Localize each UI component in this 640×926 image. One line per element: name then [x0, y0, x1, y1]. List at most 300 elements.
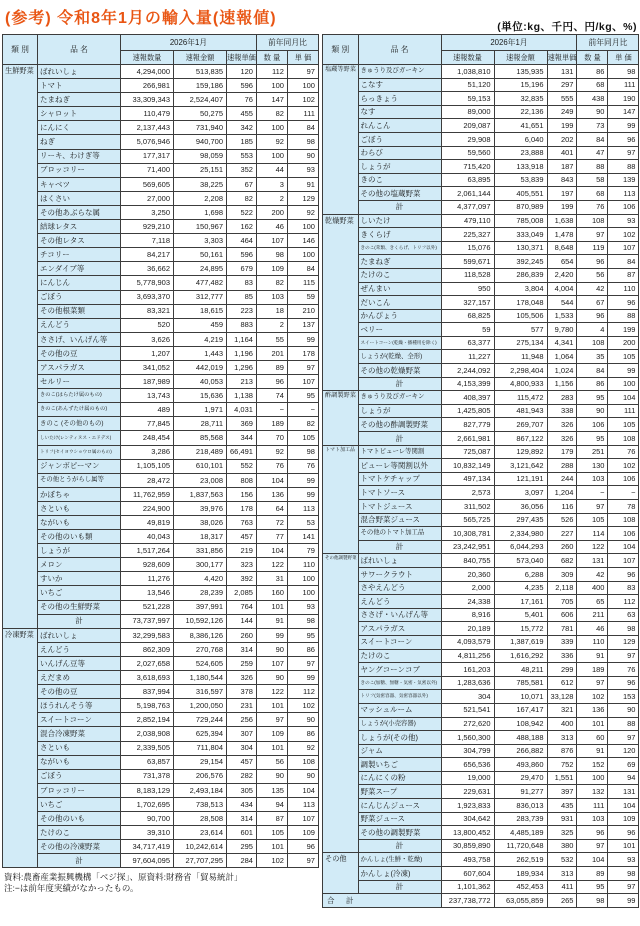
table-row — [323, 92, 639, 106]
cell-yoy-price: 76 — [608, 663, 639, 677]
cell-yoy-price: 129 — [287, 191, 318, 205]
table-row — [323, 608, 639, 622]
cell-unit-price: 1,064 — [547, 350, 577, 364]
cell-quantity: 59 — [441, 323, 494, 337]
header-row-1 — [323, 35, 639, 51]
table-row — [3, 205, 319, 219]
cell-amount: 573,040 — [494, 554, 547, 568]
table-row — [323, 853, 639, 867]
cell-yoy-quantity: 147 — [256, 93, 287, 107]
table-row — [3, 403, 319, 417]
cell-yoy-quantity: 67 — [577, 296, 608, 310]
table-row — [3, 431, 319, 445]
cell-unit-price: 553 — [227, 149, 257, 163]
cell-amount: 32,835 — [494, 92, 547, 106]
cell-unit-price: 763 — [227, 516, 257, 530]
cell-unit-price: 4,031 — [227, 403, 257, 417]
cell-amount: 167,417 — [494, 703, 547, 717]
cell-yoy-quantity: 92 — [256, 135, 287, 149]
cell-unit-price: 764 — [227, 600, 257, 614]
cell-quantity: 304,799 — [441, 744, 494, 758]
cell-grand-total-label: 合 計 — [323, 894, 442, 908]
table-row — [3, 656, 319, 670]
cell-yoy-quantity: 102 — [577, 690, 608, 704]
cell-quantity: 36,662 — [121, 262, 174, 276]
cell-yoy-quantity: 56 — [256, 755, 287, 769]
cell-item: ごぼう — [38, 769, 121, 783]
cell-yoy-quantity: 47 — [577, 146, 608, 160]
cell-amount: 1,616,292 — [494, 649, 547, 663]
cell-amount: 50,275 — [174, 107, 227, 121]
cell-yoy-quantity: 108 — [577, 336, 608, 350]
cell-unit-price: 187 — [547, 160, 577, 174]
cell-amount: 870,989 — [494, 200, 547, 214]
cell-unit-price: 2,420 — [547, 268, 577, 282]
cell-item: 計 — [358, 880, 441, 894]
cell-amount: 785,008 — [494, 214, 547, 228]
cell-yoy-price: 93 — [608, 853, 639, 867]
table-row — [3, 501, 319, 515]
cell-unit-price: 144 — [227, 614, 257, 628]
table-row — [323, 119, 639, 133]
cell-quantity: 327,157 — [441, 296, 494, 310]
cell-yoy-price: 92 — [287, 205, 318, 219]
cell-amount: 50,161 — [174, 248, 227, 262]
cell-item: スイートコーン — [38, 713, 121, 727]
cell-amount: 286,839 — [494, 268, 547, 282]
table-row — [3, 826, 319, 840]
cell-quantity: 97,604,095 — [121, 854, 174, 868]
cell-yoy-quantity: 100 — [577, 771, 608, 785]
cell-amount: 3,804 — [494, 282, 547, 296]
cell-quantity: 493,758 — [441, 853, 494, 867]
cell-unit-price: 282 — [227, 769, 257, 783]
cell-amount: 513,835 — [174, 65, 227, 79]
cell-quantity: 8,183,129 — [121, 783, 174, 797]
cell-amount: 85,568 — [174, 431, 227, 445]
cell-item: チコリー — [38, 248, 121, 262]
cell-yoy-quantity: 101 — [256, 840, 287, 854]
table-row — [323, 146, 639, 160]
cell-category: 生鮮野菜 — [3, 65, 38, 629]
col-header-unit-price: 速報単価 — [547, 51, 577, 65]
cell-unit-price: 295 — [227, 840, 257, 854]
cell-unit-price: 380 — [547, 839, 577, 853]
col-header-quantity: 速報数量 — [121, 51, 174, 65]
cell-yoy-price: 76 — [608, 445, 639, 459]
cell-amount: 23,008 — [174, 473, 227, 487]
cell-yoy-price: 105 — [287, 431, 318, 445]
cell-amount: 2,493,184 — [174, 783, 227, 797]
cell-yoy-price: 106 — [608, 527, 639, 541]
table-row — [323, 799, 639, 813]
cell-yoy-price: 108 — [287, 755, 318, 769]
cell-quantity: 862,309 — [121, 642, 174, 656]
cell-yoy-quantity: 103 — [577, 472, 608, 486]
cell-quantity: 827,779 — [441, 418, 494, 432]
cell-unit-price: 552 — [227, 459, 257, 473]
cell-item: しょうが — [38, 544, 121, 558]
cell-category: その他 — [323, 853, 359, 894]
cell-yoy-quantity: 46 — [577, 622, 608, 636]
cell-unit-price: 66,491 — [227, 445, 257, 459]
cell-item: たけのこ — [38, 826, 121, 840]
cell-quantity: 224,900 — [121, 501, 174, 515]
table-row — [323, 744, 639, 758]
cell-quantity: 4,153,399 — [441, 377, 494, 391]
col-header-amount: 速報金額 — [174, 51, 227, 65]
cell-yoy-price: 141 — [287, 530, 318, 544]
cell-quantity: 20,189 — [441, 622, 494, 636]
cell-quantity: 715,420 — [441, 160, 494, 174]
table-row — [3, 572, 319, 586]
table-row — [3, 671, 319, 685]
cell-amount: 266,882 — [494, 744, 547, 758]
cell-yoy-quantity: 122 — [256, 558, 287, 572]
cell-item: ヤングコーンコブ — [358, 663, 441, 677]
cell-unit-price: 808 — [227, 473, 257, 487]
cell-item: シャロット — [38, 107, 121, 121]
cell-yoy-price: 97 — [608, 731, 639, 745]
table-row — [323, 690, 639, 704]
cell-unit-price: 326 — [547, 418, 577, 432]
table-row — [3, 163, 319, 177]
cell-amount: 28,239 — [174, 586, 227, 600]
cell-unit-price: 596 — [227, 79, 257, 93]
cell-yoy-quantity: 96 — [577, 255, 608, 269]
cell-yoy-price: 95 — [287, 628, 318, 642]
cell-quantity: 569,605 — [121, 177, 174, 191]
cell-yoy-quantity: 60 — [577, 731, 608, 745]
cell-amount: 1,200,050 — [174, 699, 227, 713]
cell-yoy-quantity: 101 — [256, 600, 287, 614]
cell-item: かんぴょう — [358, 309, 441, 323]
cell-yoy-quantity: 105 — [577, 513, 608, 527]
cell-yoy-quantity: 70 — [256, 431, 287, 445]
table-row — [323, 867, 639, 881]
cell-yoy-price: 82 — [287, 417, 318, 431]
cell-amount: 836,013 — [494, 799, 547, 813]
cell-unit-price: 400 — [547, 717, 577, 731]
cell-yoy-price: 96 — [608, 132, 639, 146]
cell-amount: 312,777 — [174, 290, 227, 304]
cell-yoy-quantity: 100 — [256, 121, 287, 135]
cell-yoy-price: 94 — [608, 771, 639, 785]
cell-quantity: 29,908 — [441, 132, 494, 146]
cell-quantity: 272,620 — [441, 717, 494, 731]
cell-item: たまねぎ — [358, 255, 441, 269]
cell-amount: 392,245 — [494, 255, 547, 269]
cell-yoy-price: 129 — [608, 635, 639, 649]
cell-amount: 488,188 — [494, 731, 547, 745]
table-row — [3, 65, 319, 79]
table-row — [323, 200, 639, 214]
col-header-item: 品 名 — [358, 35, 441, 65]
cell-item: しいたけ — [358, 214, 441, 228]
cell-yoy-quantity: 106 — [577, 418, 608, 432]
cell-amount: 129,892 — [494, 445, 547, 459]
cell-item: きのこ — [358, 173, 441, 187]
cell-yoy-price: 84 — [608, 255, 639, 269]
cell-yoy-quantity: 2 — [256, 318, 287, 332]
cell-yoy-price: 107 — [608, 554, 639, 568]
cell-yoy-price: 100 — [287, 248, 318, 262]
cell-yoy-quantity: 97 — [577, 676, 608, 690]
cell-quantity: 2,027,658 — [121, 656, 174, 670]
cell-yoy-price: 109 — [287, 826, 318, 840]
col-header-month-group: 2026年1月 — [121, 35, 257, 51]
cell-amount: 2,334,980 — [494, 527, 547, 541]
cell-item: しょうが(乾燥、全形) — [358, 350, 441, 364]
cell-yoy-price: 96 — [608, 826, 639, 840]
cell-unit-price: 259 — [227, 656, 257, 670]
cell-unit-price: 392 — [227, 572, 257, 586]
cell-unit-price: 219 — [227, 544, 257, 558]
cell-quantity: 304,642 — [441, 812, 494, 826]
cell-item: えんどう — [38, 642, 121, 656]
cell-unit-price: 682 — [547, 554, 577, 568]
cell-amount: 270,768 — [174, 642, 227, 656]
cell-unit-price: 338 — [547, 404, 577, 418]
cell-yoy-price: 104 — [608, 540, 639, 554]
cell-yoy-quantity: 98 — [256, 248, 287, 262]
cell-item: 混合野菜ジュース — [358, 513, 441, 527]
cell-item: たけのこ — [358, 649, 441, 663]
cell-quantity: 110,479 — [121, 107, 174, 121]
cell-item: かんしょ(冷凍) — [358, 867, 441, 881]
cell-quantity: 2,061,144 — [441, 187, 494, 201]
cell-item: その他の乾燥野菜 — [358, 364, 441, 378]
cell-quantity: 33,309,343 — [121, 93, 174, 107]
cell-quantity: 1,207 — [121, 346, 174, 360]
cell-yoy-quantity: 200 — [256, 205, 287, 219]
cell-yoy-quantity: − — [256, 403, 287, 417]
cell-yoy-price: 84 — [287, 121, 318, 135]
page-title: (参考) 令和8年1月の輸入量(速報値) — [5, 10, 277, 27]
table-row — [3, 107, 319, 121]
table-row — [3, 346, 319, 360]
cell-yoy-quantity: 98 — [577, 894, 608, 908]
cell-yoy-price: 137 — [287, 318, 318, 332]
cell-yoy-price: 131 — [608, 785, 639, 799]
cell-yoy-price: 112 — [608, 595, 639, 609]
cell-item: きゅうり及びガーキン — [358, 391, 441, 405]
cell-yoy-quantity: − — [577, 486, 608, 500]
cell-unit-price: 378 — [227, 685, 257, 699]
cell-unit-price: 1,296 — [227, 360, 257, 374]
table-row — [323, 445, 639, 459]
cell-yoy-price: 102 — [608, 228, 639, 242]
cell-unit-price: 313 — [547, 867, 577, 881]
cell-amount: 121,191 — [494, 472, 547, 486]
cell-amount: 18,615 — [174, 304, 227, 318]
cell-yoy-price: 97 — [287, 65, 318, 79]
cell-quantity: 68,825 — [441, 309, 494, 323]
cell-unit-price: 435 — [547, 799, 577, 813]
cell-unit-price: 931 — [547, 812, 577, 826]
cell-unit-price: 1,196 — [227, 346, 257, 360]
cell-yoy-price: 69 — [608, 758, 639, 772]
cell-item: ながいも — [38, 755, 121, 769]
cell-yoy-price: 200 — [608, 336, 639, 350]
cell-yoy-quantity: 76 — [256, 459, 287, 473]
table-row — [323, 268, 639, 282]
cell-quantity: 229,631 — [441, 785, 494, 799]
cell-unit-price: 601 — [227, 826, 257, 840]
cell-item: にんじんジュース — [358, 799, 441, 813]
cell-quantity: 565,725 — [441, 513, 494, 527]
cell-yoy-price: 90 — [287, 713, 318, 727]
cell-quantity: 1,425,805 — [441, 404, 494, 418]
cell-yoy-price: 113 — [287, 501, 318, 515]
cell-item: さといも — [38, 741, 121, 755]
cell-amount: 63,055,859 — [494, 894, 547, 908]
cell-quantity: 341,052 — [121, 360, 174, 374]
table-row — [3, 642, 319, 656]
cell-unit-price: 131 — [547, 65, 577, 79]
cell-unit-price: 8,648 — [547, 241, 577, 255]
table-row — [323, 717, 639, 731]
table-row — [3, 332, 319, 346]
table-row — [3, 248, 319, 262]
table-row — [323, 282, 639, 296]
table-row — [3, 685, 319, 699]
cell-quantity: 2,573 — [441, 486, 494, 500]
cell-amount: 3,121,642 — [494, 459, 547, 473]
table-row — [3, 516, 319, 530]
cell-item: ぜんまい — [358, 282, 441, 296]
cell-yoy-quantity: 44 — [256, 163, 287, 177]
cell-amount: 11,720,648 — [494, 839, 547, 853]
cell-quantity: 656,536 — [441, 758, 494, 772]
cell-yoy-price: 178 — [287, 346, 318, 360]
cell-amount: 2,298,404 — [494, 364, 547, 378]
cell-yoy-quantity: 104 — [577, 853, 608, 867]
grand-total-row — [323, 894, 639, 908]
cell-amount: 28,508 — [174, 811, 227, 825]
cell-item: きのこ(はらたけ属のもの) — [38, 389, 121, 403]
cell-yoy-price: 88 — [608, 309, 639, 323]
cell-amount: 8,386,126 — [174, 628, 227, 642]
table-row — [323, 241, 639, 255]
cell-unit-price: 1,533 — [547, 309, 577, 323]
cell-item: たけのこ — [358, 268, 441, 282]
cell-quantity: 489 — [121, 403, 174, 417]
col-header-yoy-quantity: 数 量 — [256, 51, 287, 65]
cell-amount: 41,651 — [494, 119, 547, 133]
cell-quantity: 5,198,763 — [121, 699, 174, 713]
cell-yoy-quantity: 82 — [256, 107, 287, 121]
cell-yoy-quantity: 55 — [256, 332, 287, 346]
cell-unit-price: 532 — [547, 853, 577, 867]
table-row — [323, 432, 639, 446]
cell-yoy-quantity: 107 — [256, 234, 287, 248]
cell-yoy-quantity: 94 — [256, 797, 287, 811]
cell-unit-price: 288 — [547, 459, 577, 473]
cell-item: ささげ・いんげん等 — [358, 608, 441, 622]
cell-yoy-price: 95 — [287, 389, 318, 403]
cell-item: 計 — [38, 614, 121, 628]
cell-amount: 4,235 — [494, 581, 547, 595]
table-row — [323, 391, 639, 405]
cell-yoy-price: 90 — [608, 703, 639, 717]
cell-yoy-quantity: 136 — [256, 487, 287, 501]
cell-yoy-price: 105 — [608, 418, 639, 432]
table-row — [323, 336, 639, 350]
table-row — [3, 854, 319, 868]
cell-yoy-quantity: 84 — [577, 364, 608, 378]
cell-amount: 15,636 — [174, 389, 227, 403]
cell-quantity: 1,038,810 — [441, 65, 494, 79]
table-row — [323, 65, 639, 79]
cell-item: その他根菜類 — [38, 304, 121, 318]
cell-quantity: 63,857 — [121, 755, 174, 769]
cell-yoy-quantity: 42 — [577, 567, 608, 581]
cell-item: トリフ(セイヨウショウロ属のもの) — [38, 445, 121, 459]
cell-yoy-price: 59 — [287, 290, 318, 304]
cell-quantity: 39,310 — [121, 826, 174, 840]
cell-yoy-price: 106 — [608, 472, 639, 486]
cell-amount: 10,592,126 — [174, 614, 227, 628]
cell-quantity: 3,286 — [121, 445, 174, 459]
cell-unit-price: 397 — [547, 785, 577, 799]
table-row — [323, 812, 639, 826]
cell-amount: 459 — [174, 318, 227, 332]
cell-yoy-quantity: 74 — [256, 389, 287, 403]
table-row — [323, 771, 639, 785]
cell-unit-price: 544 — [547, 296, 577, 310]
cell-yoy-price: 100 — [608, 377, 639, 391]
cell-amount: 477,482 — [174, 276, 227, 290]
cell-quantity: 10,832,149 — [441, 459, 494, 473]
cell-unit-price: 197 — [547, 187, 577, 201]
cell-amount: 2,524,407 — [174, 93, 227, 107]
cell-item: なす — [358, 105, 441, 119]
cell-amount: 4,485,189 — [494, 826, 547, 840]
cell-yoy-price: 88 — [608, 160, 639, 174]
table-row — [3, 375, 319, 389]
cell-yoy-quantity: 135 — [256, 783, 287, 797]
cell-yoy-quantity: 92 — [256, 445, 287, 459]
cell-unit-price: 705 — [547, 595, 577, 609]
table-row — [323, 486, 639, 500]
cell-quantity: 248,454 — [121, 431, 174, 445]
cell-amount: 269,707 — [494, 418, 547, 432]
cell-unit-price: 116 — [547, 500, 577, 514]
table-row — [3, 121, 319, 135]
table-row — [3, 797, 319, 811]
cell-quantity: 2,852,194 — [121, 713, 174, 727]
cell-amount: 1,698 — [174, 205, 227, 219]
cell-quantity: 63,377 — [441, 336, 494, 350]
cell-yoy-price: 98 — [287, 614, 318, 628]
cell-amount: 283,739 — [494, 812, 547, 826]
cell-item: にんにくの粉 — [358, 771, 441, 785]
cell-yoy-price: 104 — [608, 391, 639, 405]
table-row — [3, 783, 319, 797]
cell-quantity: 1,283,636 — [441, 676, 494, 690]
cell-quantity: 177,317 — [121, 149, 174, 163]
table-row — [3, 445, 319, 459]
header-row-1 — [3, 35, 319, 51]
cell-quantity: 521,541 — [441, 703, 494, 717]
cell-amount: 38,026 — [174, 516, 227, 530]
cell-item: 計 — [358, 377, 441, 391]
cell-yoy-quantity: 18 — [256, 304, 287, 318]
cell-quantity: 27,000 — [121, 191, 174, 205]
cell-amount: 133,918 — [494, 160, 547, 174]
cell-quantity: 19,000 — [441, 771, 494, 785]
